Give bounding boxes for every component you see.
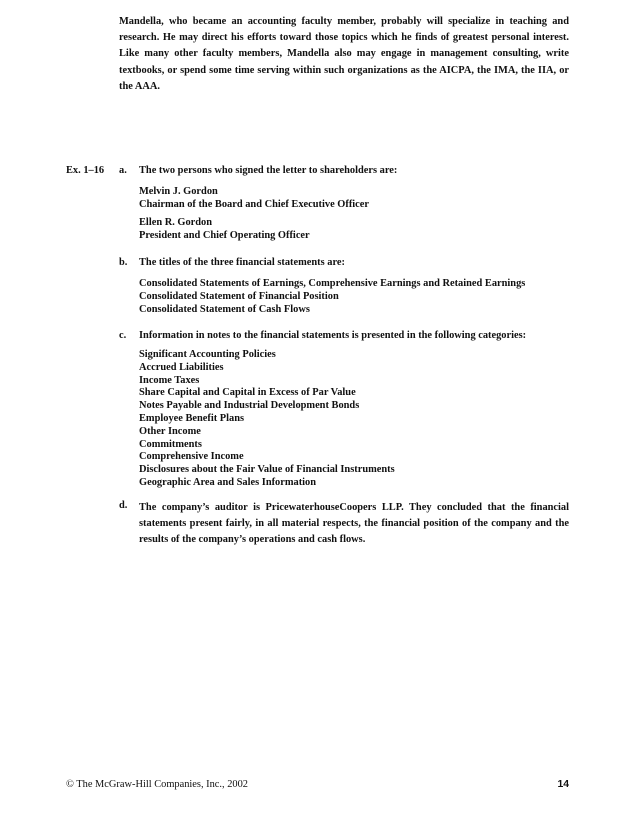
item-d-paragraph: The company’s auditor is PricewaterhouseCoopers LLP. They concluded that the financial statements present fairly, in all material respects, the financial position of the company and the results of the company’s operations and cash flows. bbox=[139, 502, 569, 546]
signer-1-title: Chairman of the Board and Chief Executive Officer bbox=[139, 198, 370, 210]
copyright-notice: © The McGraw-Hill Companies, Inc., 2002 bbox=[66, 779, 248, 790]
item-a-heading: The two persons who signed the letter to shareholders are: bbox=[139, 165, 398, 176]
list-item: Consolidated Statement of Financial Position bbox=[139, 290, 339, 302]
list-item: Share Capital and Capital in Excess of Par Value bbox=[139, 387, 356, 399]
list-item: Comprehensive Income bbox=[139, 451, 244, 463]
list-item: Other Income bbox=[139, 425, 201, 437]
list-item: Accrued Liabilities bbox=[139, 361, 224, 373]
list-item: Significant Accounting Policies bbox=[139, 349, 276, 360]
item-c-letter: c. bbox=[119, 330, 127, 341]
item-b-heading: The titles of the three financial statements are: bbox=[139, 257, 345, 268]
signer-2-title: President and Chief Operating Officer bbox=[139, 229, 310, 241]
signer-1 bbox=[139, 186, 579, 212]
intro-paragraph: Mandella, who became an accounting faculty member, probably will specialize in teaching and research. He may direct his efforts toward those topics which he finds of greatest personal interest. Like many other faculty members, Mandella also may engage in management consulting, write textbooks, or spend some time serving within such organizations as the AICPA, the IMA, the IIA, or the AAA. bbox=[119, 16, 569, 92]
item-a-letter: a. bbox=[119, 165, 127, 176]
item-b-letter: b. bbox=[119, 257, 128, 268]
item-c-heading: Information in notes to the financial statements is presented in the following categories: bbox=[139, 330, 527, 341]
exercise-label: Ex. 1–16 bbox=[66, 165, 105, 176]
item-d-letter: d. bbox=[119, 500, 128, 511]
list-item: Employee Benefit Plans bbox=[139, 412, 245, 424]
list-item: Commitments bbox=[139, 438, 202, 450]
signer-2 bbox=[139, 217, 579, 243]
list-item: Income Taxes bbox=[139, 374, 200, 386]
statements-list bbox=[139, 278, 579, 316]
signer-1-name: Melvin J. Gordon bbox=[139, 186, 218, 197]
list-item: Disclosures about the Fair Value of Financial Instruments bbox=[139, 464, 395, 476]
list-item: Consolidated Statements of Earnings, Comprehensive Earnings and Retained Earnings bbox=[139, 278, 526, 289]
list-item: Notes Payable and Industrial Development Bonds bbox=[139, 400, 360, 412]
signer-2-name: Ellen R. Gordon bbox=[139, 217, 213, 228]
list-item: Geographic Area and Sales Information bbox=[139, 476, 317, 488]
categories-list bbox=[139, 349, 579, 490]
list-item: Consolidated Statement of Cash Flows bbox=[139, 303, 310, 315]
page-number: 14 bbox=[557, 779, 569, 790]
